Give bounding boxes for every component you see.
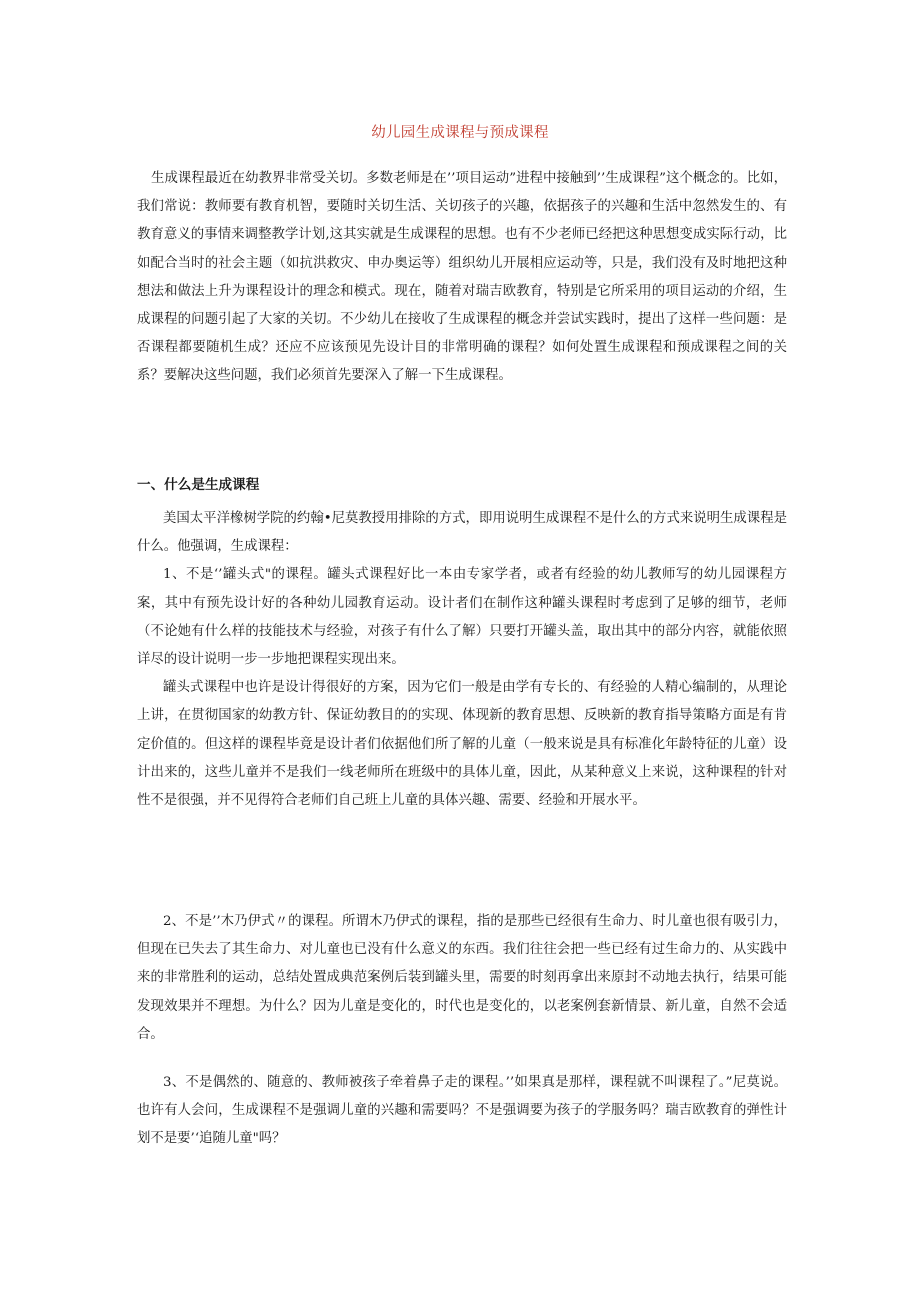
section1-intro-paragraph: 美国太平洋橡树学院的约翰•尼莫教授用排除的方式，即用说明生成课程不是什么的方式来说明生成课程是什么。他强调，生成课程： — [137, 511, 787, 555]
intro-paragraph: 生成课程最近在幼教界非常受关切。多数老师是在’’项目运动”进程中接触到’’生成课程”这个概念的。比如，我们常说：教师要有教育机智，要随时关切生活、关切孩子的兴趣，依据孩子的兴趣和生活中忽然发生的、有教育意义的事情来调整教学计划,这其实就是生成课程的思想。也有不少老师已经把这种思想变成实际行动，比如配合当时的社会主题（如抗洪救灾、申办奥运等）组织幼儿开展相应运动等，只是，我们没有及时地把这种想法和做法上升为课程设计的理念和模式。现在，随着对瑞吉欧教育，特别是它所采用的项目运动的介绍，生成课程的问题引起了大家的关切。不少幼儿在接收了生成课程的概念并尝试实践时，提出了这样一些问题：是否课程都要随机生成？还应不应该预见先设计目的非常明确的课程？如何处置生成课程和预成课程之间的关系？要解决这些问题，我们必须首先要深入了解一下生成课程。 — [137, 171, 787, 384]
point1-continuation-paragraph: 罐头式课程中也许是设计得很好的方案，因为它们一般是由学有专长的、有经验的人精心编制的，从理论上讲，在贯彻国家的幼教方针、保证幼教目的的实现、体现新的教育思想、反映新的教育指导策略方面是有肯定价值的。但这样的课程毕竟是设计者们依据他们所了解的儿童（一般来说是具有标准化年龄特征的儿童）设计出来的，这些儿童并不是我们一线老师所在班级中的具体儿童，因此，从某种意义上来说，这种课程的针对性不是很强，并不见得符合老师们自己班上儿童的具体兴趣、需要、经验和开展水平。 — [137, 680, 787, 809]
section1-body — [137, 505, 787, 815]
point2-section — [137, 908, 787, 1049]
point3-paragraph: 3、不是偶然的、随意的、教师被孩子牵着鼻子走的课程。’’如果真是那样，课程就不叫课程了。”尼莫说。也许有人会问，生成课程不是强调儿童的兴趣和需要吗？不是强调要为孩子的学服务吗？瑞吉欧教育的弹性计划不是要’‘追随儿童"吗？ — [137, 1075, 787, 1147]
document-title: 幼儿园生成课程与预成课程 — [371, 125, 549, 141]
section-heading: 一、什么是生成课程 — [137, 477, 260, 493]
point3-section — [137, 1069, 787, 1154]
point2-paragraph: 2、不是’’木乃伊式〃的课程。所谓木乃伊式的课程，指的是那些已经很有生命力、时儿童也很有吸引力，但现在已失去了其生命力、对儿童也已没有什么意义的东西。我们往往会把一些已经有过生命力的、从实践中来的非常胜利的运动，总结处置成典范案例后装到罐头里，需要的时刻再拿出来原封不动地去执行，结果可能发现效果并不理想。为什么？因为儿童是变化的，时代也是变化的，以老案例套新情景、新儿童，自然不会适合。 — [137, 914, 787, 1042]
intro-section — [137, 165, 787, 391]
point1-paragraph: 1、不是‘’罐头式"的课程。罐头式课程好比一本由专家学者，或者有经验的幼儿教师写的幼儿园课程方案，其中有预先设计好的各种幼儿园教育运动。设计者们在制作这种罐头课程时考虑到了足够的细节，老师（不论她有什么样的技能技术与经验，对孩子有什么了解）只要打开罐头盖，取出其中的部分内容，就能依照详尽的设计说明一步一步地把课程实现出来。 — [137, 567, 787, 668]
